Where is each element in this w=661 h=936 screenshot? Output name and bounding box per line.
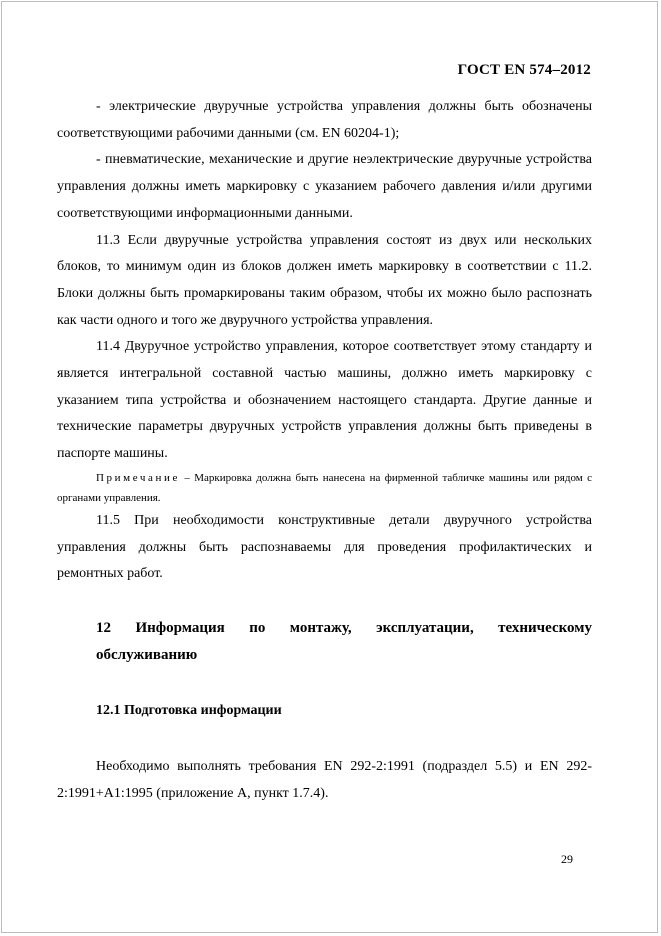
paragraph-11-5: 11.5 При необходимости конструктивные детали двуручного устройства управления должны быть распознаваемы для проведения профилактических и ремонтных работ.	[57, 512, 592, 582]
note-label: Примечание	[96, 471, 180, 484]
paragraph-11-4: 11.4 Двуручное устройство управления, которое соответствует этому стандарту и является интегральной составной частью машины, должно иметь маркировку с указанием типа устройства и обозначением настоящего стандарта. Другие данные и технические параметры двуручных устройств управления должны быть приведены в паспорте машины.	[57, 339, 592, 462]
paragraph-electric-controls: - электрические двуручные устройства управления должны быть обозначены соответствующими рабочими данными (см. EN 60204-1);	[57, 99, 592, 141]
note	[57, 468, 592, 508]
section-heading-12: 12 Информация по монтажу, эксплуатации, техническому обслуживанию	[96, 619, 592, 663]
page-content	[57, 94, 592, 807]
paragraph-pneumatic-controls: - пневматические, механические и другие неэлектрические двуручные устройства управления должны иметь маркировку с указанием рабочего давления и/или другими соответствующими информационными данными.	[57, 152, 592, 221]
page-number: 29	[561, 852, 573, 866]
paragraph-11-3: 11.3 Если двуручные устройства управления состоят из двух или нескольких блоков, то минимум один из блоков должен иметь маркировку в соответствии с 11.2. Блоки должны быть промаркированы таким образом, чтобы их можно было распознать как части одного и того же двуручного устройства управления.	[57, 232, 592, 328]
paragraph-12-1-text: Необходимо выполнять требования EN 292-2:1991 (подраздел 5.5) и EN 292-2:1991+A1:1995 (приложение А, пункт 1.7.4).	[57, 758, 592, 801]
note-text: – Маркировка должна быть нанесена на фирменной табличке машины или рядом с органами управления.	[57, 471, 592, 504]
subsection-heading-12-1: 12.1 Подготовка информации	[96, 702, 282, 718]
document-standard-header: ГОСТ EN 574–2012	[457, 62, 591, 78]
